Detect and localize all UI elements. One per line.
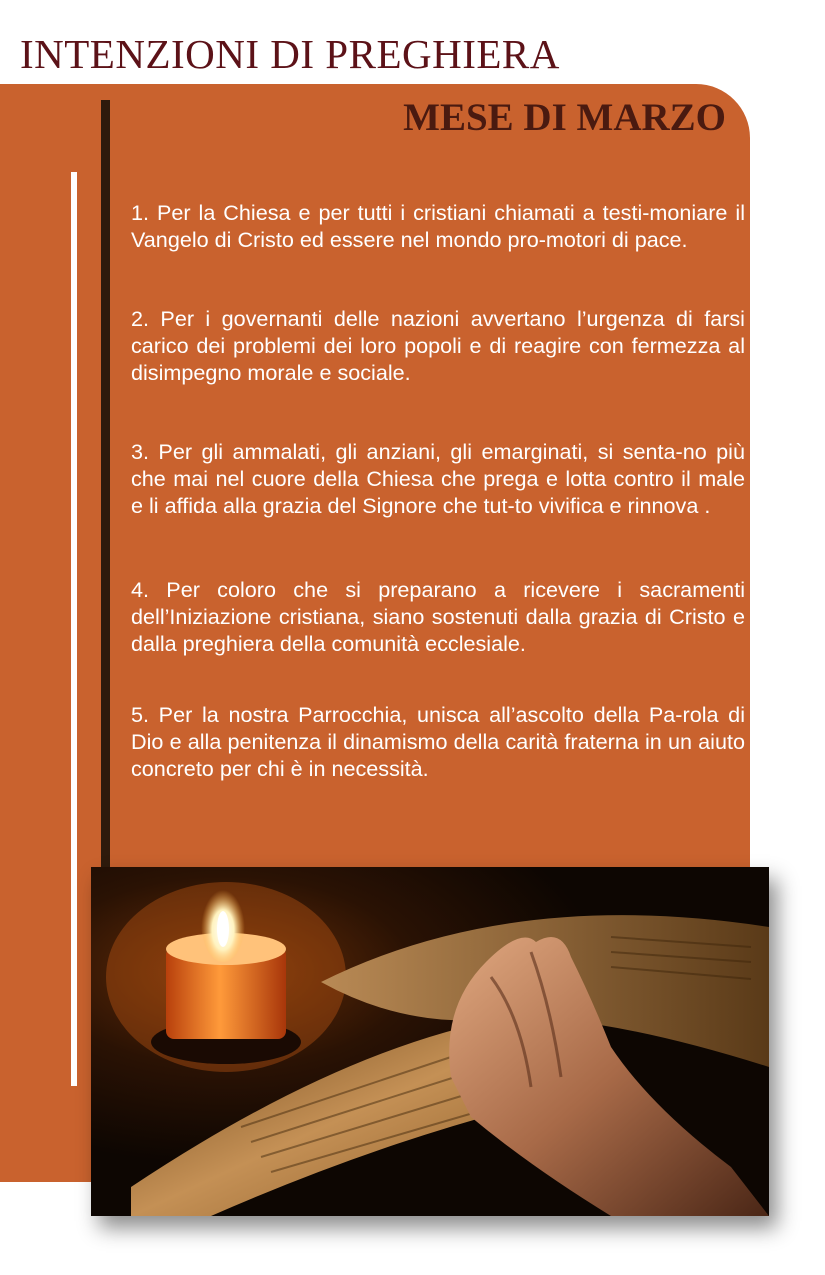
page-title: INTENZIONI DI PREGHIERA [20, 31, 560, 77]
month-subtitle: MESE DI MARZO [403, 96, 726, 139]
intention-3: 3. Per gli ammalati, gli anziani, gli emarginati, si senta-no più che mai nel cuore della Chiesa che prega e lotta contro il male e li affida alla grazia del Signore che tut-to vivifica e rinnova . [131, 439, 745, 518]
intention-5: 5. Per la nostra Parrocchia, unisca all’ascolto della Pa-rola di Dio e alla penitenza il dinamismo della carità fraterna in un aiuto concreto per chi è in necessità. [131, 702, 745, 781]
dark-vertical-bar [101, 100, 110, 870]
intention-4: 4. Per coloro che si preparano a ricevere i sacramenti dell’Iniziazione cristiana, siano sostenuti dalla grazia di Cristo e dalla preghiera della comunità ecclesiale. [131, 577, 745, 656]
candle-bible-photo [91, 867, 769, 1216]
white-vertical-bar [71, 172, 77, 1086]
intention-2: 2. Per i governanti delle nazioni avvertano l’urgenza di farsi carico dei problemi dei loro popoli e di reagire con fermezza al disimpegno morale e sociale. [131, 306, 745, 385]
intention-1: 1. Per la Chiesa e per tutti i cristiani chiamati a testi-moniare il Vangelo di Cristo ed essere nel mondo pro-motori di pace. [131, 200, 745, 252]
intentions-list [131, 199, 745, 782]
